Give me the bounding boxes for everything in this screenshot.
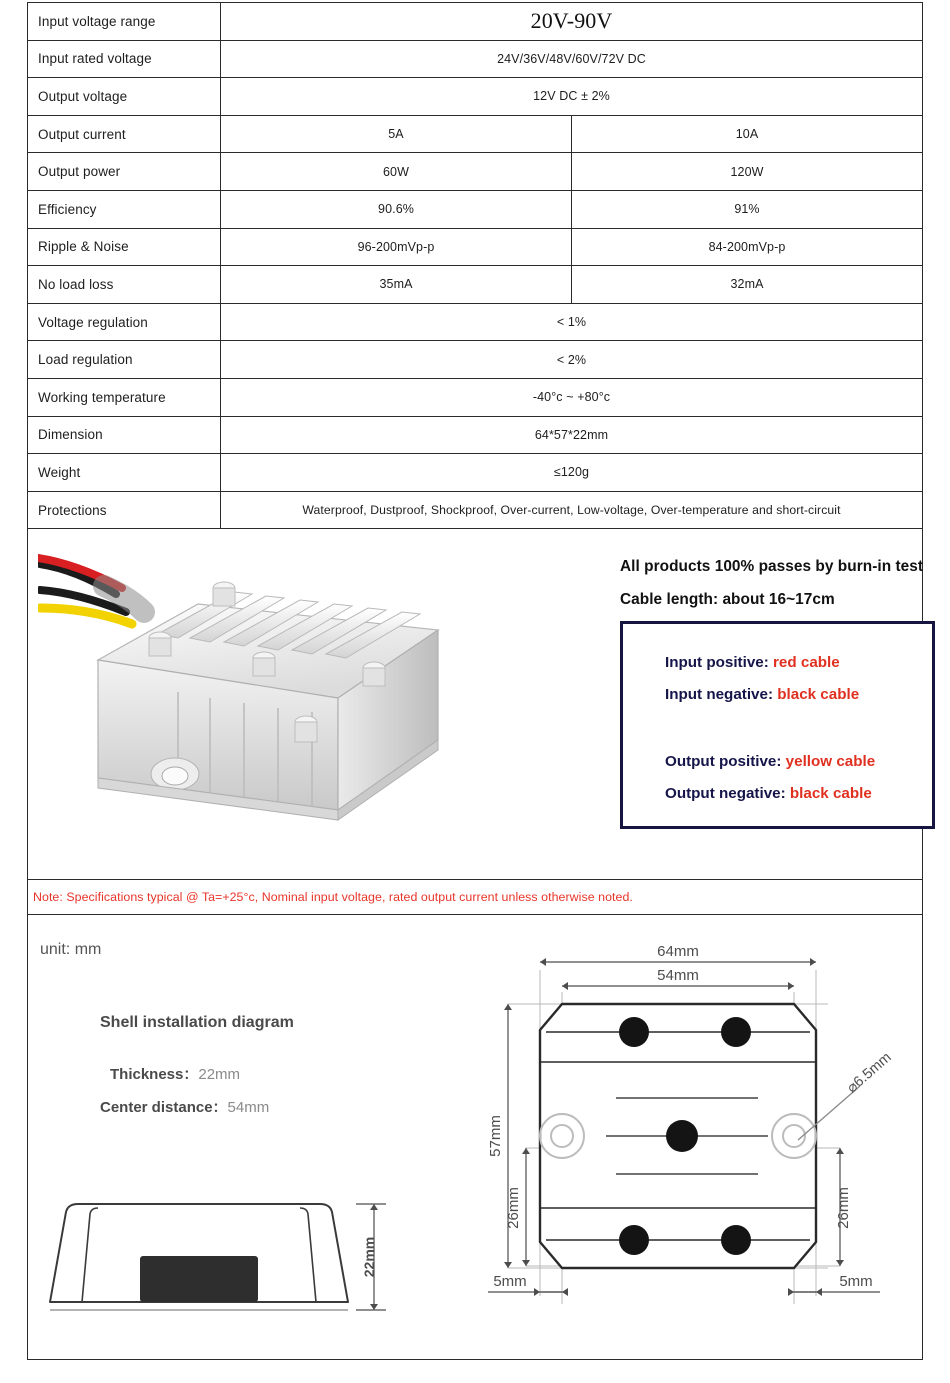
shell-thickness-value: 22mm: [198, 1066, 241, 1083]
row-value-10a: 32mA: [572, 266, 923, 304]
row-value-5a: 90.6%: [221, 190, 572, 228]
legend-value: red cable: [773, 654, 840, 671]
cable-length-text: Cable length: about 16~17cm: [620, 591, 835, 608]
row-value: 12V DC ± 2%: [221, 78, 923, 116]
legend-value: yellow cable: [785, 753, 876, 770]
converter-illustration: [38, 542, 458, 872]
row-value-10a: 84-200mVp-p: [572, 228, 923, 266]
unit-label: unit: mm: [40, 941, 102, 958]
burn-in-text: All products 100% passes by burn-in test: [620, 558, 924, 575]
side-label-block: [140, 1256, 258, 1302]
shell-center-label: Center distance：: [100, 1099, 228, 1116]
shell-center-value: 54mm: [227, 1099, 270, 1116]
row-label: Voltage regulation: [28, 303, 221, 341]
row-value: 64*57*22mm: [221, 416, 923, 454]
table-row: [28, 341, 923, 379]
row-label: Ripple & Noise: [28, 228, 221, 266]
table-row: [28, 491, 923, 529]
specifications-table: [27, 2, 923, 529]
shell-thickness: [110, 1063, 240, 1084]
table-row: [28, 228, 923, 266]
legend-value: black cable: [789, 785, 872, 802]
table-row: [28, 3, 923, 41]
legend-row-output-positive: [665, 753, 875, 770]
dim-64mm-label: 64mm: [657, 943, 699, 960]
row-value-5a: 60W: [221, 153, 572, 191]
table-body: [28, 3, 923, 529]
table-row: [28, 454, 923, 492]
top-view-drawing: [468, 936, 918, 1336]
table-row: [28, 153, 923, 191]
table-row: [28, 378, 923, 416]
dimension-diagram-area: [28, 916, 922, 1360]
row-value: -40°c ~ +80°c: [221, 378, 923, 416]
table-row: [28, 416, 923, 454]
legend-row-input-positive: [665, 654, 840, 671]
dim-hole-diameter-label: ⌀6.5mm: [844, 1049, 895, 1097]
legend-name: Output negative:: [665, 785, 786, 802]
dim-54mm-label: 54mm: [657, 967, 699, 984]
row-label: Dimension: [28, 416, 221, 454]
dim-26mm-left-label: 26mm: [505, 1187, 522, 1229]
shell-installation-title: Shell installation diagram: [100, 1014, 294, 1031]
row-label: No load loss: [28, 266, 221, 304]
row-label: Output voltage: [28, 78, 221, 116]
row-label: Weight: [28, 454, 221, 492]
legend-name: Output positive:: [665, 753, 782, 770]
table-row: [28, 40, 923, 78]
legend-row-output-negative: [665, 785, 872, 802]
dim-5mm-right-label: 5mm: [839, 1273, 873, 1290]
dim-57mm-label: 57mm: [487, 1115, 504, 1157]
table-row: [28, 266, 923, 304]
table-row: [28, 303, 923, 341]
side-view-drawing: [38, 1184, 418, 1344]
product-photo: [38, 542, 458, 872]
row-label: Working temperature: [28, 378, 221, 416]
legend-row-input-negative: [665, 686, 859, 703]
dim-26mm-right-label: 26mm: [835, 1187, 852, 1229]
legend-name: Input negative:: [665, 686, 774, 703]
row-label: Output power: [28, 153, 221, 191]
note-text: Note: Specifications typical @ Ta=+25°c, Nominal input voltage, rated output current unless otherwise noted.: [33, 890, 633, 904]
row-value-10a: 120W: [572, 153, 923, 191]
row-value-5a: 35mA: [221, 266, 572, 304]
dim-26mm-left: [522, 1148, 530, 1266]
cable-bundle: [38, 558, 144, 624]
row-label: Output current: [28, 115, 221, 153]
mounting-hole: [151, 758, 199, 790]
row-label: Input voltage range: [28, 3, 221, 41]
shell-center-distance: [100, 1096, 269, 1117]
row-value-10a: 91%: [572, 190, 923, 228]
row-value: ≤120g: [221, 454, 923, 492]
row-value: 24V/36V/48V/60V/72V DC: [221, 40, 923, 78]
row-value-5a: 96-200mVp-p: [221, 228, 572, 266]
shell-thickness-label: Thickness：: [110, 1066, 199, 1083]
cable-legend-box: [620, 621, 935, 829]
row-value-5a: 5A: [221, 115, 572, 153]
row-label: Load regulation: [28, 341, 221, 379]
legend-value: black cable: [777, 686, 860, 703]
row-label: Input rated voltage: [28, 40, 221, 78]
legend-name: Input positive:: [665, 654, 769, 671]
row-value: < 1%: [221, 303, 923, 341]
row-label: Protections: [28, 491, 221, 529]
row-value-10a: 10A: [572, 115, 923, 153]
row-value: 20V-90V: [221, 3, 923, 41]
note-row: [28, 879, 922, 915]
table-row: [28, 190, 923, 228]
product-photo-band: [28, 534, 922, 879]
table-row: [28, 78, 923, 116]
dim-5mm-left-label: 5mm: [493, 1273, 527, 1290]
row-value: Waterproof, Dustproof, Shockproof, Over-current, Low-voltage, Over-temperature and short-circuit: [221, 491, 923, 529]
row-label: Efficiency: [28, 190, 221, 228]
row-value: < 2%: [221, 341, 923, 379]
side-height-label: 22mm: [361, 1236, 377, 1278]
table-row: [28, 115, 923, 153]
